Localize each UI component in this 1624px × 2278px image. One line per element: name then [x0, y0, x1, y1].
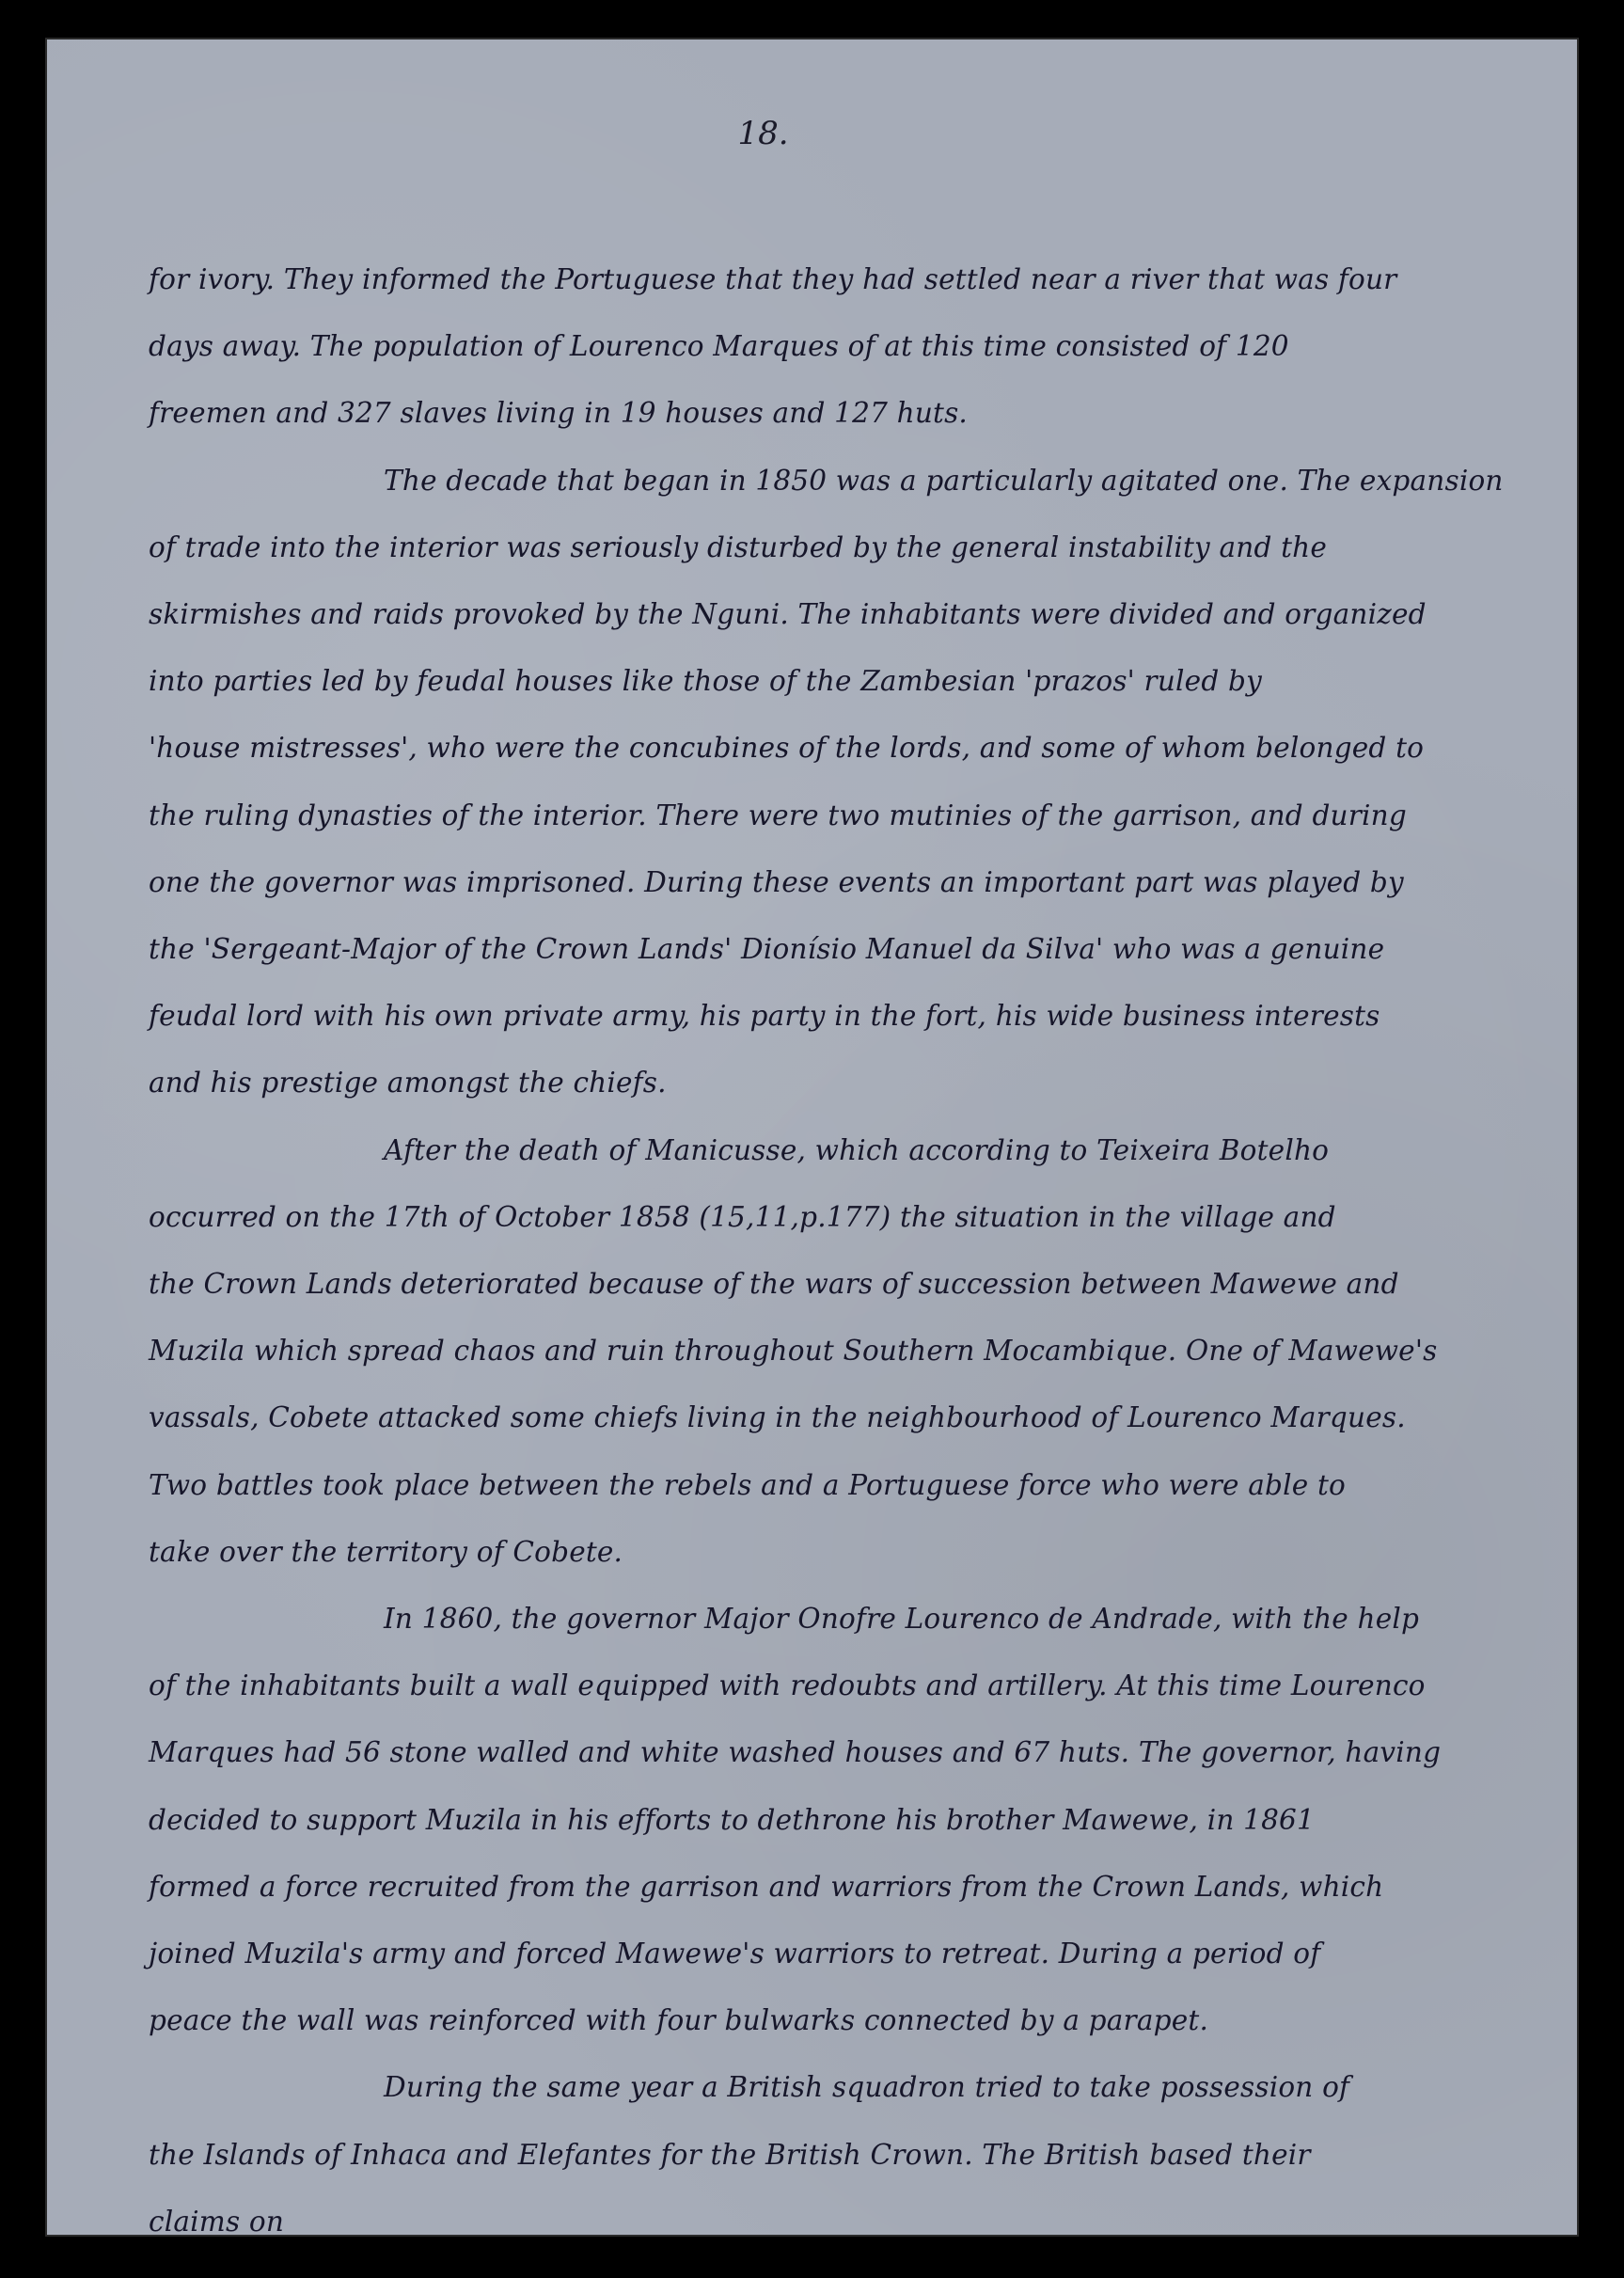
text-line: the Islands of Inhaca and Elefantes for the British Crown. The British based their — [149, 2138, 1311, 2171]
body-text — [149, 246, 1559, 2255]
text-line: joined Muzila's army and forced Mawewe's warriors to retreat. During a period of — [149, 1938, 1321, 1970]
text-line: decided to support Muzila in his efforts to dethrone his brother Mawewe, in 1861 — [149, 1803, 1315, 1836]
text-line: formed a force recruited from the garrison and warriors from the Crown Lands, which — [149, 1870, 1384, 1903]
text-line: vassals, Cobete attacked some chiefs living in the neighbourhood of Lourenco Marques. — [149, 1401, 1406, 1434]
text-line: for ivory. They informed the Portuguese that they had settled near a river that was four — [149, 263, 1397, 295]
text-line: Two battles took place between the rebels and a Portuguese force who were able to — [149, 1468, 1347, 1501]
text-line: Marques had 56 stone walled and white washed houses and 67 huts. The governor, having — [149, 1736, 1442, 1769]
document-page — [45, 38, 1579, 2237]
text-line: claims on — [149, 2205, 285, 2238]
text-line: days away. The population of Lourenco Marques of at this time consisted of 120 — [149, 330, 1289, 363]
text-line: the ruling dynasties of the interior. There were two mutinies of the garrison, and during — [149, 799, 1407, 831]
text-line: Muzila which spread chaos and ruin throughout Southern Mocambique. One of Mawewe's — [149, 1335, 1438, 1368]
text-line: feudal lord with his own private army, his party in the fort, his wide business interests — [149, 1000, 1380, 1033]
text-line: During the same year a British squadron tried to take possession of — [384, 2071, 1350, 2104]
text-line: freemen and 327 slaves living in 19 houses and 127 huts. — [149, 397, 969, 430]
text-line: In 1860, the governor Major Onofre Lourenco de Andrade, with the help — [384, 1603, 1420, 1636]
text-line: of the inhabitants built a wall equipped with redoubts and artillery. At this time Lourenco — [149, 1669, 1426, 1702]
text-line: and his prestige amongst the chiefs. — [149, 1067, 667, 1099]
text-line: the 'Sergeant-Major of the Crown Lands' Dionísio Manuel da Silva' who was a genuine — [149, 933, 1385, 966]
text-line: take over the territory of Cobete. — [149, 1535, 623, 1568]
text-line: one the governor was imprisoned. During these events an important part was played by — [149, 865, 1404, 898]
text-line: into parties led by feudal houses like those of the Zambesian 'prazos' ruled by — [149, 665, 1262, 698]
text-line: The decade that began in 1850 was a particularly agitated one. The expansion — [384, 464, 1504, 497]
text-line: skirmishes and raids provoked by the Nguni. The inhabitants were divided and organized — [149, 598, 1427, 631]
text-line: occurred on the 17th of October 1858 (15,11,p.177) the situation in the village and — [149, 1200, 1336, 1233]
text-line: peace the wall was reinforced with four bulwarks connected by a parapet. — [149, 2004, 1209, 2037]
text-line: After the death of Manicusse, which according to Teixeira Botelho — [384, 1133, 1330, 1166]
text-line: 'house mistresses', who were the concubines of the lords, and some of whom belonged to — [149, 732, 1425, 765]
page-number: 18. — [737, 115, 789, 152]
text-line: the Crown Lands deteriorated because of the wars of succession between Mawewe and — [149, 1268, 1399, 1301]
text-line: of trade into the interior was seriously disturbed by the general instability and the — [149, 530, 1328, 563]
